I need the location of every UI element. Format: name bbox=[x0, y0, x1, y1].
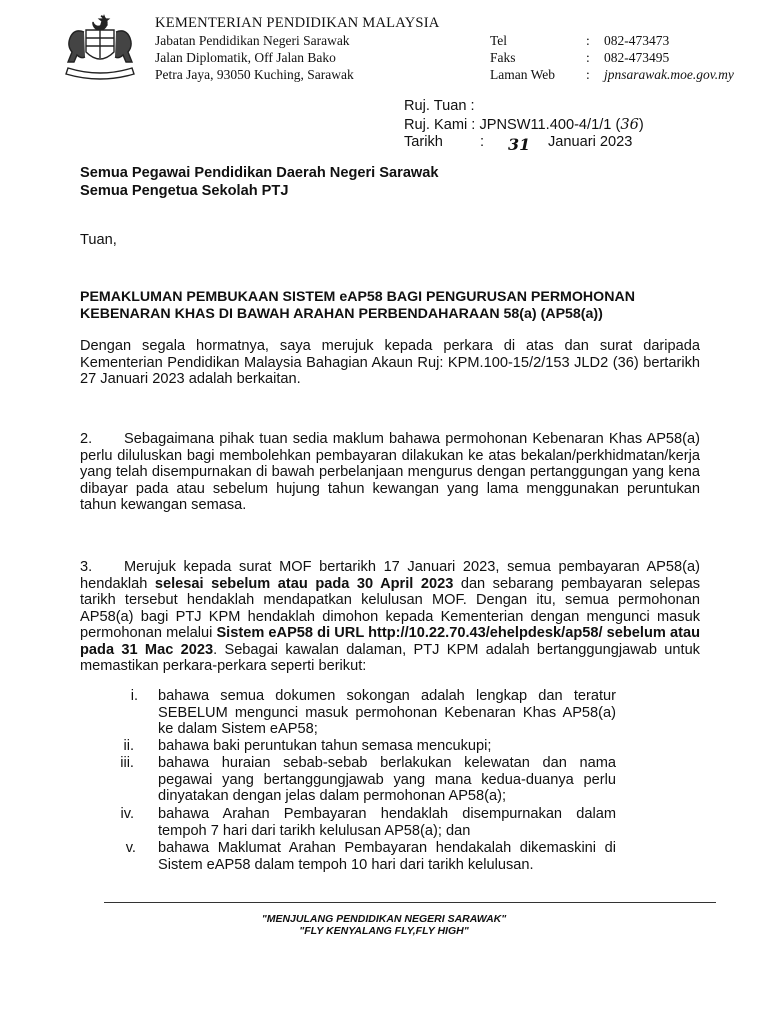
list-text: bahawa Arahan Pembayaran hendaklah disempurnakan dalam tempoh 7 hari dari tarikh kelulusan AP58(a); dan bbox=[158, 806, 616, 839]
paragraph-3 bbox=[80, 559, 700, 675]
list-number: i. bbox=[130, 688, 138, 704]
coat-of-arms-emblem bbox=[56, 12, 144, 80]
subject-heading bbox=[80, 289, 700, 322]
list-number: iii. bbox=[120, 755, 134, 771]
salutation: Tuan, bbox=[80, 232, 117, 248]
tarikh-row bbox=[404, 134, 664, 154]
footer-tagline: "FLY KENYALANG FLY,FLY HIGH" bbox=[299, 925, 469, 937]
list-number: iv. bbox=[120, 806, 134, 822]
system-url-deadline[interactable]: Sistem eAP58 di URL http://10.22.70.43/ehelpdesk/ap58/ sebelum atau pada 31 Mac 2023 bbox=[80, 625, 700, 658]
contact-row bbox=[490, 66, 760, 83]
contact-label: Faks bbox=[490, 50, 516, 65]
paragraph-2 bbox=[80, 431, 700, 514]
address-line: Petra Jaya, 93050 Kuching, Sarawak bbox=[155, 67, 354, 82]
ruj-kami bbox=[404, 116, 644, 133]
contact-sep: : bbox=[586, 67, 590, 82]
paragraph-1: Dengan segala hormatnya, saya merujuk kepada perkara di atas dan surat daripada Kementerian Pendidikan Malaysia Bahagian Akaun Ruj: KPM.100-15/2/153 JLD2 (36) bertarikh 27 Januari 2023 adalah berkaitan. bbox=[80, 338, 700, 387]
contact-value: 082-473495 bbox=[604, 50, 670, 65]
website-link[interactable]: jpnsarawak.moe.gov.my bbox=[604, 67, 734, 82]
ruj-kami-close: ) bbox=[638, 117, 644, 133]
ministry-name: KEMENTERIAN PENDIDIKAN MALAYSIA bbox=[155, 15, 440, 31]
contact-value: 082-473473 bbox=[604, 33, 670, 48]
ruj-tuan: Ruj. Tuan : bbox=[404, 98, 475, 114]
paragraph-text: Merujuk kepada surat MOF bertarikh 17 Januari 2023, semua pembayaran AP58(a) hendaklah bbox=[80, 559, 700, 592]
tarikh-day-handwritten: 31 bbox=[508, 135, 531, 154]
ruj-kami-handwritten: 36 bbox=[620, 116, 639, 133]
recipients bbox=[80, 164, 439, 200]
contact-row bbox=[490, 32, 760, 49]
list-text: bahawa Maklumat Arahan Pembayaran hendakalah dikemaskini di Sistem eAP58 dalam tempoh 10 hari dari tarikh kelulusan. bbox=[158, 840, 616, 873]
contact-label: Laman Web bbox=[490, 67, 556, 82]
letterhead-address bbox=[155, 32, 354, 83]
list-text: bahawa semua dokumen sokongan adalah lengkap dan teratur SEBELUM mengunci masuk permohonan Kebenaran Khas AP58(a) ke dalam Sistem eAP58; bbox=[158, 688, 616, 737]
list-number: ii. bbox=[123, 738, 134, 754]
footer-divider bbox=[104, 902, 716, 903]
list-text: bahawa huraian sebab-sebab berlakukan kelewatan dan nama pegawai yang bertanggungjawab yang mana kedua-duanya perlu dinyatakan dengan jelas dalam permohonan AP58(a); bbox=[158, 755, 616, 804]
paragraph-text: . Sebagai kawalan dalaman, PTJ KPM adalah bertanggungjawab untuk memastikan perkara-perkara seperti berikut: bbox=[80, 641, 700, 674]
list-number: v. bbox=[125, 840, 136, 856]
tarikh-label: Tarikh bbox=[404, 134, 443, 150]
paragraph-text: Sebagaimana pihak tuan sedia maklum bahawa permohonan Kebenaran Khas AP58(a) perlu diluluskan bagi membolehkan pembayaran dilakukan ke atas bekalan/perkhidmatan/kerja yang telah disempurnakan di bawah perbelanjaan mengurus dengan pertanggungan yang kena dibayar pada atau sebelum hujung tahun kewangan yang lama menggunakan peruntukan tahun kewangan semasa. bbox=[80, 431, 700, 513]
tarikh-sep: : bbox=[480, 134, 485, 150]
subject-line: PEMAKLUMAN PEMBUKAAN SISTEM eAP58 BAGI PENGURUSAN PERMOHONAN bbox=[80, 289, 635, 305]
paragraph-number: 2. bbox=[80, 431, 93, 447]
paragraph-text: dan sebarang pembayaran selepas tarikh tersebut hendaklah mendapatkan kelulusan MOF. Dengan itu, semua permohonan AP58(a) bagi PTJ KPM hendaklah dimohon kepada Kementerian dengan mengunci masuk permohonan melalui bbox=[80, 575, 700, 641]
contact-sep: : bbox=[586, 33, 590, 48]
contact-label: Tel bbox=[490, 33, 508, 48]
address-line: Jalan Diplomatik, Off Jalan Bako bbox=[155, 50, 336, 65]
deadline-payment: selesai sebelum atau pada 30 April 2023 bbox=[154, 575, 454, 592]
paragraph-number: 3. bbox=[80, 559, 93, 575]
address-line: Jabatan Pendidikan Negeri Sarawak bbox=[155, 33, 350, 48]
recipient-line: Semua Pengetua Sekolah PTJ bbox=[80, 183, 289, 199]
letterhead-contacts bbox=[490, 32, 760, 83]
ruj-kami-label: Ruj. Kami : bbox=[404, 117, 476, 133]
list-text: bahawa baki peruntukan tahun semasa mencukupi; bbox=[158, 738, 492, 754]
footer-motto: "MENJULANG PENDIDIKAN NEGERI SARAWAK" bbox=[261, 913, 507, 925]
contact-row bbox=[490, 49, 760, 66]
subject-line: KEBENARAN KHAS DI BAWAH ARAHAN PERBENDAHARAAN 58(a) (AP58(a)) bbox=[80, 305, 603, 322]
contact-sep: : bbox=[586, 50, 590, 65]
ruj-kami-value: JPNSW11.400-4/1/1 ( bbox=[479, 117, 621, 133]
tarikh-month-year: Januari 2023 bbox=[548, 134, 633, 150]
recipient-line: Semua Pegawai Pendidikan Daerah Negeri Sarawak bbox=[80, 165, 439, 181]
